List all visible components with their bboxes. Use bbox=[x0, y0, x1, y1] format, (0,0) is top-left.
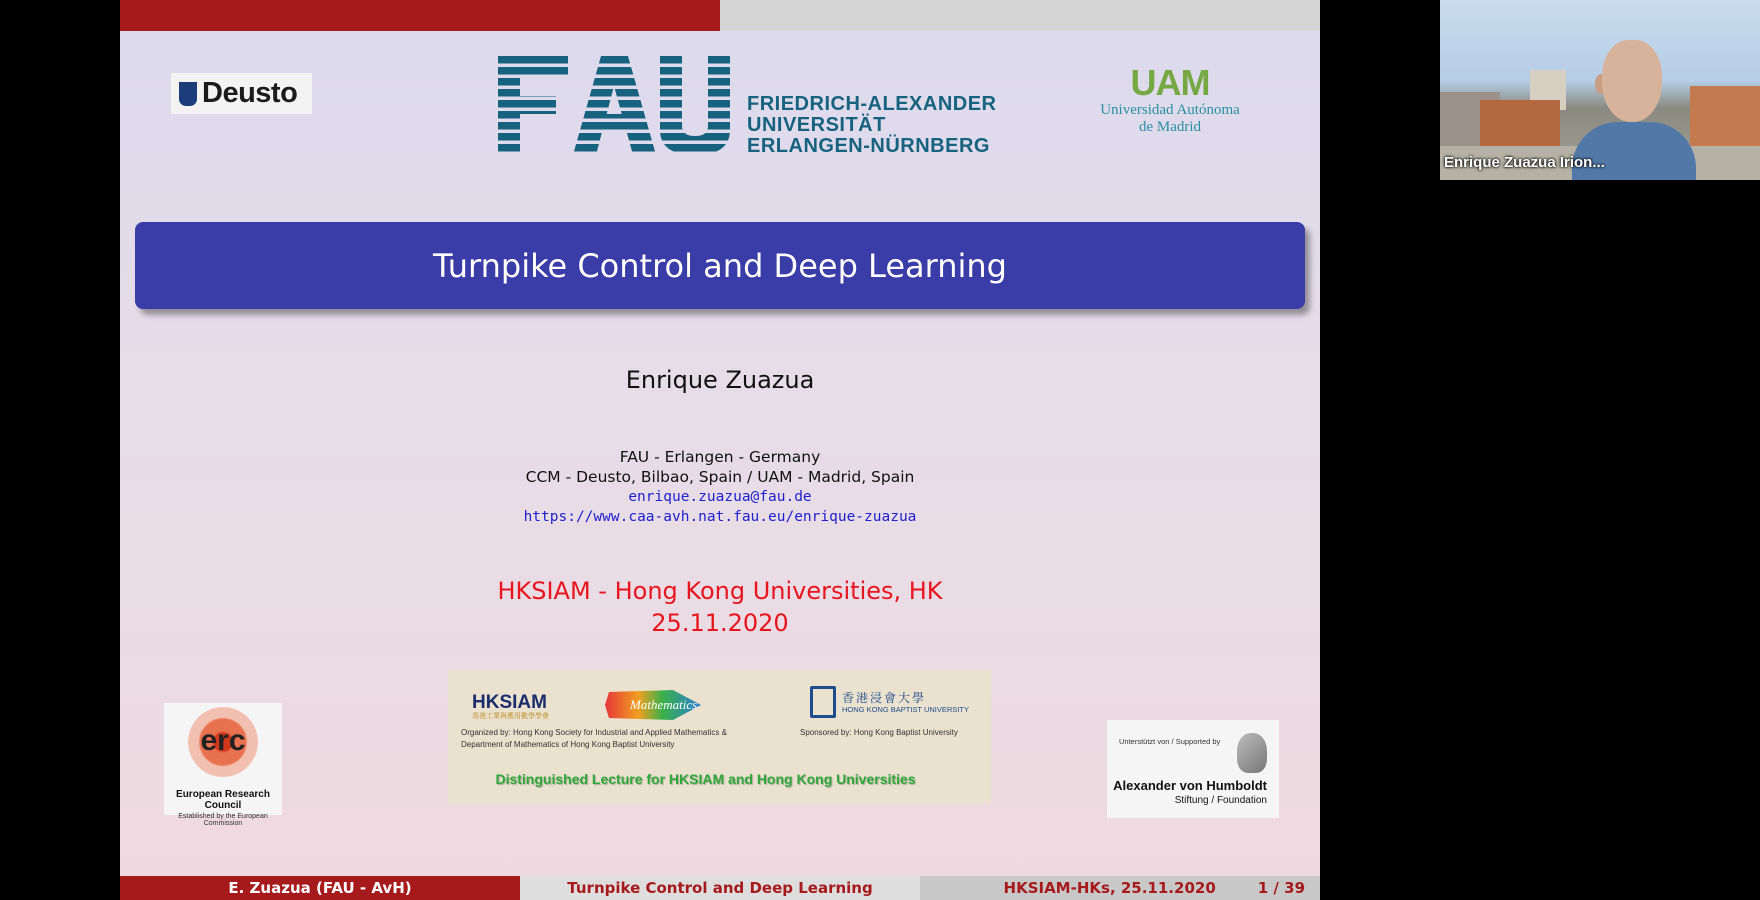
hksiam-logo-subtext: 香港工業與應用數學學會 bbox=[472, 712, 549, 720]
footer-right bbox=[920, 876, 1320, 900]
humboldt-portrait-icon bbox=[1237, 733, 1267, 773]
erc-logo-mark: erc bbox=[200, 724, 246, 757]
hksiam-logo-text: HKSIAM bbox=[472, 692, 547, 713]
affiliation-line: FAU - Erlangen - Germany bbox=[619, 448, 821, 466]
uam-logo bbox=[1090, 64, 1250, 136]
slide-top-bar-left bbox=[120, 0, 720, 31]
footer-event: HKSIAM-HKs, 25.11.2020 bbox=[1003, 879, 1216, 897]
participant-name-label: Enrique Zuazua Irion... bbox=[1444, 154, 1605, 171]
deusto-logo bbox=[171, 73, 312, 114]
erc-logo bbox=[164, 703, 282, 827]
event-date: 25.11.2020 bbox=[651, 609, 789, 637]
fau-name-line: FRIEDRICH-ALEXANDER bbox=[747, 93, 997, 115]
hkbu-name-zh: 香港浸會大學 bbox=[842, 690, 927, 705]
hkbu-name-en: HONG KONG BAPTIST UNIVERSITY bbox=[842, 704, 969, 714]
hkbu-logo bbox=[810, 686, 969, 718]
background-building bbox=[1480, 100, 1560, 152]
affiliation-line: CCM - Deusto, Bilbao, Spain / UAM - Madrid, Spain bbox=[525, 468, 915, 486]
humboldt-logo bbox=[1107, 720, 1279, 818]
title-box bbox=[135, 222, 1305, 309]
footer-author: E. Zuazua (FAU - AvH) bbox=[120, 876, 520, 900]
humboldt-name: Alexander von Humboldt bbox=[1113, 778, 1267, 793]
uam-name-line: de Madrid bbox=[1138, 119, 1202, 135]
slide-footer bbox=[120, 876, 1320, 900]
distinguished-lecture-text: Distinguished Lecture for HKSIAM and Hong Kong Universities bbox=[495, 771, 916, 787]
humboldt-supported-by: Unterstützt von / Supported by bbox=[1119, 737, 1221, 746]
erc-dots-icon bbox=[188, 707, 258, 777]
mathematics-logo-text: Mathematics bbox=[630, 697, 698, 712]
footer-title: Turnpike Control and Deep Learning bbox=[520, 876, 920, 900]
sponsored-by-text: Sponsored by: Hong Kong Baptist University bbox=[800, 728, 958, 737]
erc-name: European Research Council bbox=[176, 789, 270, 811]
participant-body bbox=[1572, 122, 1696, 180]
deusto-logo-text: Deusto bbox=[202, 77, 298, 109]
participant-head bbox=[1602, 40, 1662, 122]
event-block bbox=[120, 575, 1320, 639]
uam-name-line: Universidad Autónoma bbox=[1100, 102, 1240, 118]
hksiam-logo bbox=[472, 693, 566, 719]
hkbu-book-icon bbox=[810, 686, 836, 718]
fau-name-line: ERLANGEN-NÜRNBERG bbox=[747, 135, 990, 157]
author-name: Enrique Zuazua bbox=[625, 366, 815, 394]
slide-title: Turnpike Control and Deep Learning bbox=[433, 246, 1007, 285]
presentation-slide bbox=[120, 0, 1320, 900]
hksiam-banner bbox=[448, 670, 991, 803]
fau-mark-icon bbox=[498, 56, 730, 155]
background-building bbox=[1690, 86, 1760, 152]
uam-logo-mark: UAM bbox=[1130, 62, 1210, 103]
humboldt-subtitle: Stiftung / Foundation bbox=[1174, 795, 1267, 806]
affiliation-block bbox=[120, 447, 1320, 527]
deusto-shield-icon bbox=[179, 82, 197, 106]
erc-subtitle: Established by the European Commission bbox=[178, 813, 268, 827]
organized-by-text: Organized by: Hong Kong Society for Industrial and Applied Mathematics & Department of Mathematics of Hong Kong Baptist University bbox=[461, 728, 727, 749]
homepage-link[interactable]: https://www.caa-avh.nat.fau.eu/enrique-zuazua bbox=[523, 509, 917, 525]
participant-video-tile[interactable] bbox=[1440, 0, 1760, 180]
event-name: HKSIAM - Hong Kong Universities, HK bbox=[497, 577, 943, 605]
slide-top-bar-right bbox=[720, 0, 1320, 31]
fau-name-line: UNIVERSITÄT bbox=[747, 114, 886, 136]
fau-logo-name bbox=[747, 94, 1047, 157]
footer-page-number: 1 / 39 bbox=[1257, 879, 1305, 897]
email-link[interactable]: enrique.zuazua@fau.de bbox=[628, 489, 812, 505]
